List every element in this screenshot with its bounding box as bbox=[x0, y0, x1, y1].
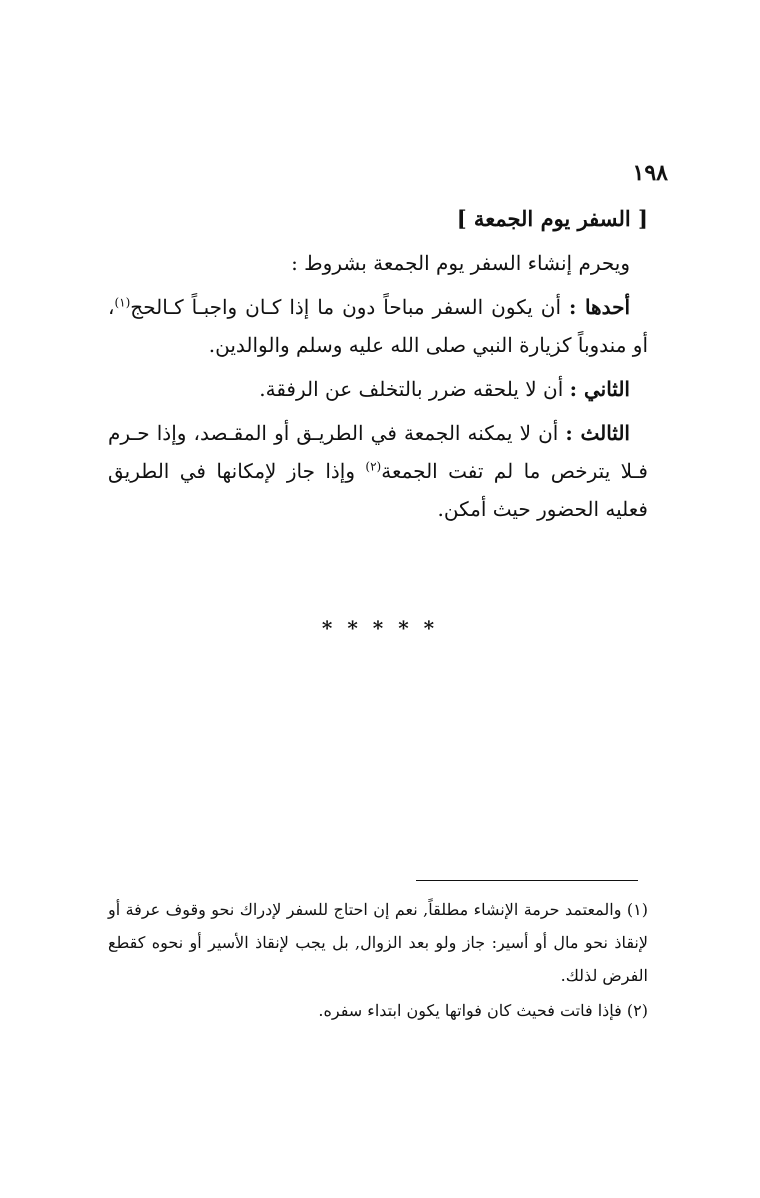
condition-text: أن يكون السفر مباحاً دون ما إذا كـان واجبـاً كـالحج bbox=[130, 295, 569, 319]
main-text bbox=[108, 200, 648, 534]
footnote-reference[interactable]: (٢) bbox=[365, 459, 382, 474]
condition-text-continued: وإذا جاز لإمكانها في الطريق فعليه الحضور حيث أمكن. bbox=[108, 459, 648, 521]
condition-second bbox=[108, 370, 648, 408]
intro-paragraph: ويحرم إنشاء السفر يوم الجمعة بشروط : bbox=[291, 251, 630, 275]
section-separator: * * * * * bbox=[321, 616, 439, 640]
footnote-item bbox=[108, 994, 648, 1027]
condition-text: أن لا يلحقه ضرر بالتخلف عن الرفقة. bbox=[259, 377, 570, 401]
condition-lead: أحدها : bbox=[568, 295, 630, 319]
footnote-text: فإذا فاتت فحيث كان فواتها يكون ابتداء سفره. bbox=[318, 1001, 622, 1020]
condition-third bbox=[108, 414, 648, 528]
page-number: ١٩٨ bbox=[632, 160, 668, 186]
condition-text: أن لا يمكنه الجمعة في الطريـق أو المقـصد، وإذا حـرم فـلا يترخص ما لم تفت الجمعة bbox=[108, 421, 648, 483]
condition-lead: الثالث : bbox=[565, 421, 630, 445]
condition-first bbox=[108, 288, 648, 364]
footnote-marker: (٢) bbox=[626, 1001, 648, 1020]
footnote-marker: (١) bbox=[626, 900, 648, 919]
footnote-divider bbox=[416, 880, 638, 881]
footnote-item bbox=[108, 893, 648, 992]
footnote-text: والمعتمد حرمة الإنشاء مطلقاً, نعم إن احتاج للسفر لإدراك نحو وقوف عرفة أو لإنقاذ نحو مال أو أسير: جاز ولو بعد الزوال, بل يجب لإنقاذ الأسير أو نحوه كقطع الفرض لذلك. bbox=[108, 900, 648, 985]
footnotes bbox=[108, 893, 648, 1029]
footnote-reference[interactable]: (١) bbox=[114, 295, 131, 310]
section-heading: [ السفر يوم الجمعة ] bbox=[456, 206, 648, 231]
condition-text-continued: ، أو مندوباً كزيارة النبي صلى الله عليه وسلم والوالدين. bbox=[108, 295, 648, 357]
condition-lead: الثاني : bbox=[569, 377, 630, 401]
